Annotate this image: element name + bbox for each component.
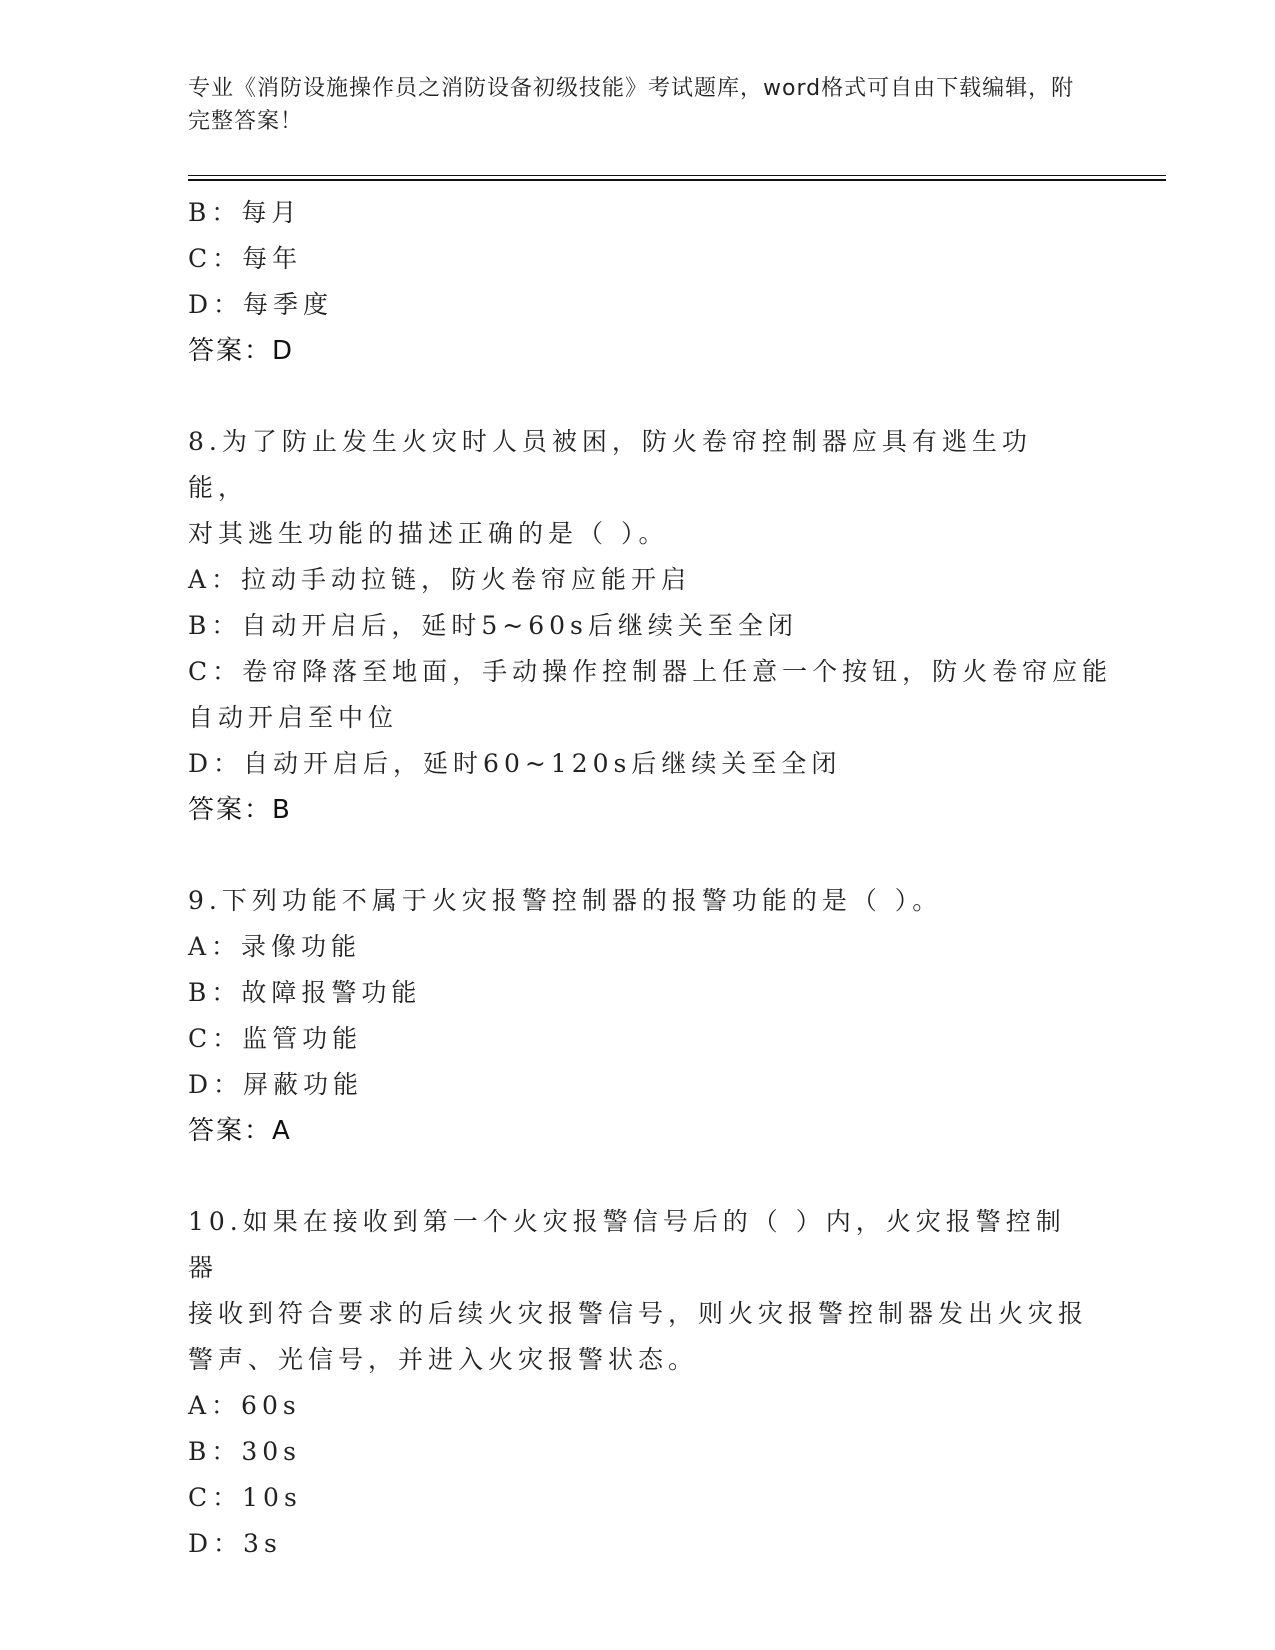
question-stem: 警声、光信号，并进入火灾报警状态。 — [188, 1345, 699, 1374]
question-10 — [188, 1199, 1088, 1567]
option-b: B：故障报警功能 — [188, 978, 422, 1007]
option-c: C：每年 — [188, 244, 303, 273]
question-stem: 对其逃生功能的描述正确的是（ ）。 — [188, 519, 669, 548]
option-d: D：每季度 — [188, 290, 334, 319]
document-header: 专业《消防设施操作员之消防设备初级技能》考试题库，word格式可自由下载编辑，附完整答案！ — [188, 76, 1075, 134]
question-stem: 8.为了防止发生火灾时人员被困，防火卷帘控制器应具有逃生功能， — [188, 427, 1032, 502]
option-a: A：60s — [188, 1391, 301, 1420]
option-b: B：自动开启后，延时5~60s后继续关至全闭 — [188, 611, 798, 640]
option-d: D：自动开启后，延时60~120s后继续关至全闭 — [188, 749, 842, 778]
option-c: C：10s — [188, 1483, 302, 1512]
question-9 — [188, 878, 1088, 1154]
option-d: D：3s — [188, 1529, 282, 1558]
option-a: A：拉动手动拉链，防火卷帘应能开启 — [188, 565, 692, 594]
question-stem: 10.如果在接收到第一个火灾报警信号后的（ ）内，火灾报警控制器 — [188, 1207, 1066, 1282]
question-8 — [188, 419, 1113, 833]
option-d: D：屏蔽功能 — [188, 1070, 364, 1099]
header-divider-thin — [188, 175, 1166, 176]
answer-label: 答案：D — [188, 336, 295, 366]
option-c: C：卷帘降落至地面，手动操作控制器上任意一个按钮，防火卷帘应能 — [188, 657, 1113, 686]
option-c-continued: 自动开启至中位 — [188, 703, 399, 732]
option-a: A：录像功能 — [188, 932, 362, 961]
option-b: B：30s — [188, 1437, 302, 1466]
answer-label: 答案：B — [188, 795, 292, 825]
question-stem: 9.下列功能不属于火灾报警控制器的报警功能的是（ ）。 — [188, 886, 943, 915]
answer-label: 答案：A — [188, 1116, 292, 1146]
question-stem: 接收到符合要求的后续火灾报警信号，则火灾报警控制器发出火灾报 — [188, 1299, 1089, 1328]
option-b: B：每月 — [188, 198, 302, 227]
header-divider-thick — [188, 179, 1166, 181]
option-c: C：监管功能 — [188, 1024, 363, 1053]
question-7-continuation — [188, 190, 1088, 374]
question-content — [188, 190, 1113, 1567]
